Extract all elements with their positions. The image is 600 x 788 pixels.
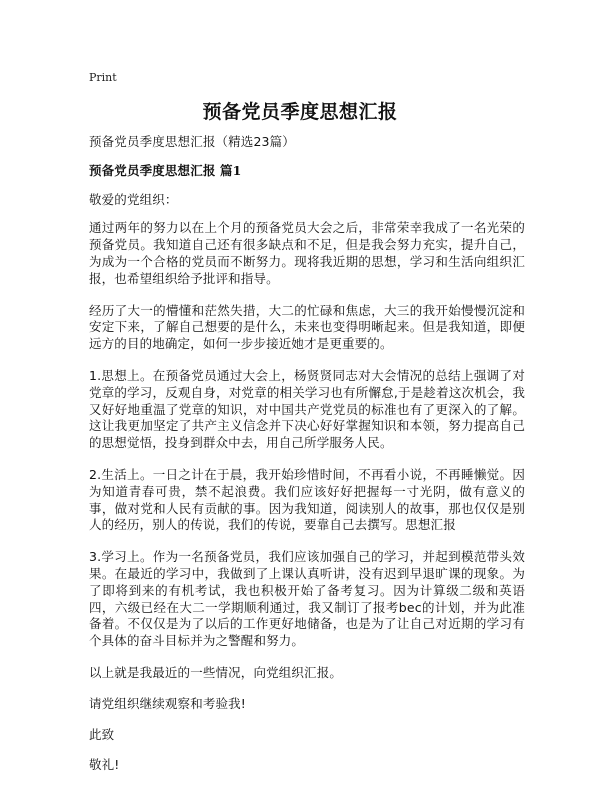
salutation: 敬爱的党组织： bbox=[89, 191, 178, 207]
print-label[interactable]: Print bbox=[89, 71, 117, 84]
closing-jingli: 敬礼! bbox=[89, 757, 120, 773]
paragraph-experience: 经历了大一的懵懂和茫然失措，大二的忙碌和焦虑，大三的我开始慢慢沉淀和安定下来，了解自己想要的是什么，未来也变得明晰起来。但是我知道，即便远方的目的地确定，如何一步步接近她才是更重要的。 bbox=[89, 302, 525, 352]
section-heading: 预备党员季度思想汇报 篇1 bbox=[89, 162, 242, 178]
paragraph-intro: 通过两年的努力以在上个月的预备党员大会之后，非常荣幸我成了一名光荣的预备党员。我知道自己还有很多缺点和不足，但是我会努力充实，提升自己，为成为一个合格的党员而不断努力。现将我近期的思想，学习和生活向组织汇报，也希望组织给予批评和指导。 bbox=[89, 220, 525, 286]
paragraph-study: 3.学习上。作为一名预备党员，我们应该加强自己的学习，并起到模范带头效果。在最近的学习中，我做到了上课认真听讲，没有迟到早退旷课的现象。为了即将到来的有机考试，我也积极开始了备考复习。因为计算级二级和英语四，六级已经在大二一学期顺利通过，我又制订了报考bec的计划，并为此准备着。不仅仅是为了以后的工作更好地储备，也是为了让自己对近期的学习有个具体的奋斗目标并为之警醒和努力。 bbox=[89, 549, 525, 649]
paragraph-thought: 1.思想上。在预备党员通过大会上，杨贤贤同志对大会情况的总结上强调了对党章的学习，反观自身，对党章的相关学习也有所懈怠,于是趁着这次机会，我又好好地重温了党章的知识，对中国共产党党员的标准也有了更深入的了解。这让我更加坚定了共产主义信念并下决心好好掌握知识和本领，努力提高自己的思想觉悟，投身到群众中去，用自己所学服务人民。 bbox=[89, 367, 525, 451]
paragraph-life: 2.生活上。一日之计在于晨，我开始珍惜时间，不再看小说，不再睡懒觉。因为知道青春可贵，禁不起浪费。我们应该好好把握每一寸光阴，做有意义的事，做对党和人民有贡献的事。因为我知道，阅读别人的故事，那也仅仅是别人的经历，别人的传说，我们的传说，要靠自己去撰写。思想汇报 bbox=[89, 466, 525, 533]
paragraph-summary: 以上就是我最近的一些情况，向党组织汇报。 bbox=[89, 664, 343, 680]
closing-cizhi: 此致 bbox=[89, 726, 115, 742]
document-title: 预备党员季度思想汇报 bbox=[202, 101, 398, 123]
document-body bbox=[89, 134, 525, 788]
document-subtitle: 预备党员季度思想汇报（精选23篇） bbox=[89, 134, 295, 149]
paragraph-request: 请党组织继续观察和考验我! bbox=[89, 695, 246, 711]
